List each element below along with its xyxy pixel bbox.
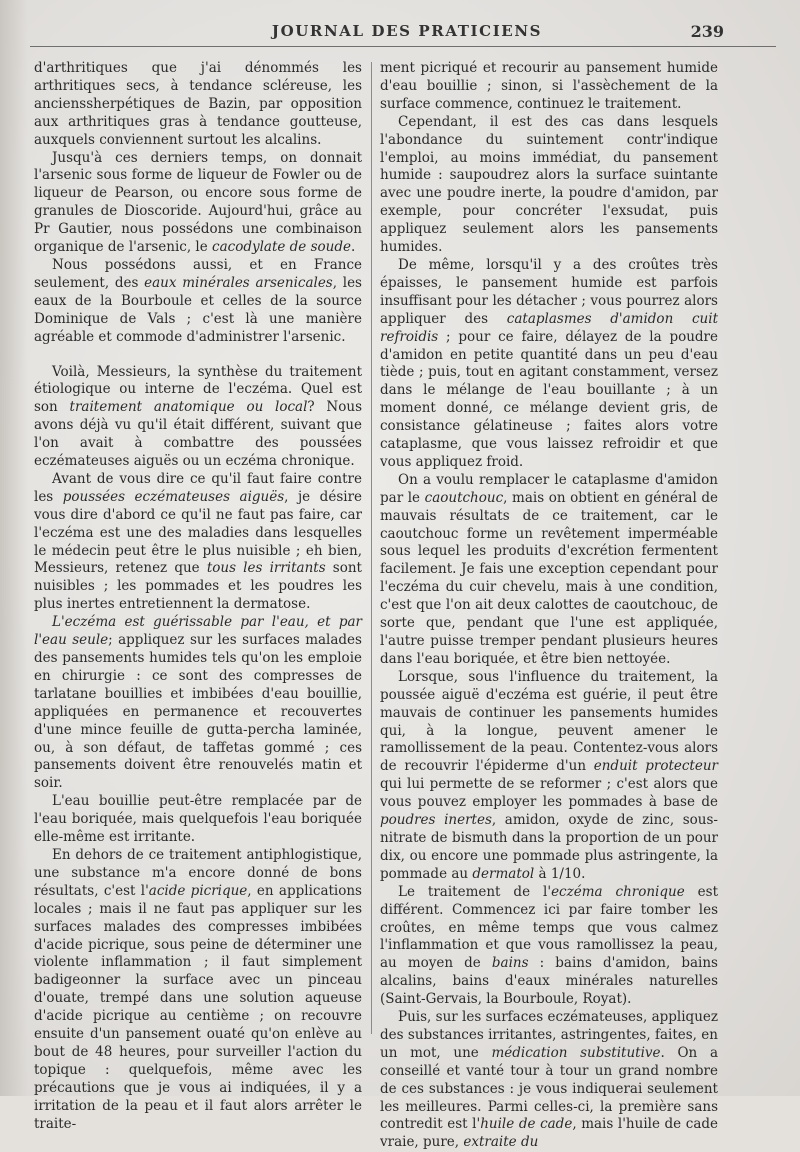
italic-term: acide picrique xyxy=(148,882,248,899)
page-number: 239 xyxy=(690,22,724,41)
italic-term: tous les irritants xyxy=(206,560,326,577)
italic-term: extraite du xyxy=(463,1134,539,1151)
paragraph-p2 xyxy=(34,150,362,257)
paragraph-p10 xyxy=(380,114,718,257)
paragraph-text: Cependant, il est des cas dans lesquels l'abondance du suintement contr'indique l'emploi, au moins immédiat, du pansement humide : saupoudrez alors la surface suintante avec une poudre inerte, la poudre d'amidon, par exemple, pour concréter l'exsudat, puis appliquez seulement alors les pansements humides. xyxy=(380,113,718,256)
paragraph-text: Jusqu'à ces derniers temps, on donnait l'arsenic sous forme de liqueur de Fowler ou de liqueur de Pearson, ou encore sous forme de granules de Dioscoride. Aujourd'hui, grâce au Pr Gautier, nous possédons une combinaison organique de l'arsenic, le xyxy=(34,149,362,256)
paragraph-text: sont nuisibles ; les pommades et les poudres les plus inertes entretiennent la dermatose. xyxy=(34,560,362,613)
italic-term: huile de cade xyxy=(480,1116,573,1133)
paragraph-text: Avant de vous dire ce qu'il faut faire contre les xyxy=(34,470,362,505)
paragraph-text: ment picriqué et recourir au pansement humide d'eau bouillie ; sinon, si l'assèchement de la surface commence, continuez le traitement. xyxy=(380,60,718,112)
italic-term: poudres inertes xyxy=(380,812,492,829)
paragraph-text: Puis, sur les surfaces eczémateuses, appliquez des substances irritantes, astringentes, faites, en un mot, une xyxy=(380,1009,718,1061)
paragraph-p4 xyxy=(34,364,362,471)
left-text-column xyxy=(34,60,362,1133)
italic-term: bains xyxy=(491,955,529,972)
italic-term: caoutchouc xyxy=(424,489,504,506)
paragraph-text: , mais l'huile de cade vraie, pure, xyxy=(380,1116,719,1151)
paragraph-text: qui lui permette de se reformer ; c'est alors que vous pouvez employer les pommades à base de xyxy=(380,776,718,811)
paragraph-p15 xyxy=(380,1009,718,1152)
right-text-column xyxy=(380,60,718,1152)
paragraph-text: d'arthritiques que j'ai dénommés les arthritiques secs, à tendance scléreuse, les ancienssherpétiques de Bazin, par opposition aux arthritiques gras à tendance goutteuse, auxquels conviennent surtout les alcalins. xyxy=(34,60,362,148)
paragraph-p12 xyxy=(380,472,718,669)
paragraph-text: , les eaux de la Bourboule et celles de la source Dominique de Vals ; c'est là une manière agréable et commode d'administrer l'arsenic. xyxy=(34,274,362,345)
italic-term: médication substitutive xyxy=(491,1044,661,1061)
paragraph-text: En dehors de ce traitement antiphlogistique, une substance m'a encore donné de bons résultats, c'est l' xyxy=(34,846,362,899)
paragraph-text: ; pour ce faire, délayez de la poudre d'amidon en petite quantité dans un peu d'eau tiède ; puis, tout en agitant constamment, versez dans le mélange de l'eau bouillante ; à un moment donné, ce mélange devient gris, de consistance gélatineuse ; faites alors votre cataplasme, que vous laissez refroidir et que vous appliquez froid. xyxy=(380,328,718,470)
italic-term: traitement anatomique ou local xyxy=(69,399,308,416)
paragraph-text: ? Nous avons déjà vu qu'il était différent, suivant que l'on avait à combattre des poussées eczémateuses aiguës ou un eczéma chronique. xyxy=(34,399,362,470)
paragraph-text: L'eau bouillie peut-être remplacée par de l'eau boriquée, mais quelquefois l'eau boriquée elle-même est irritante. xyxy=(34,793,362,846)
paragraph-p6 xyxy=(34,614,362,793)
running-title: JOURNAL DES PRATICIENS xyxy=(271,22,543,40)
header-rule xyxy=(30,46,776,47)
italic-term: dermatol xyxy=(472,865,535,882)
column-divider xyxy=(371,62,372,1034)
italic-term: L'eczéma est guérissable par l'eau, et par l'eau seule xyxy=(34,614,362,649)
binding-gutter-shadow xyxy=(0,0,28,1096)
paragraph-text: De même, lorsqu'il y a des croûtes très épaisses, le pansement humide est parfois insuffisant pour les détacher ; vous pourrez alors appliquer des xyxy=(380,256,718,327)
paragraph-text: , amidon, oxyde de zinc, sous-nitrate de bismuth dans la proportion de un pour dix, ou encore une pommade plus astringente, la pommade au xyxy=(380,812,718,882)
italic-term: cataplasmes d'amidon cuit refroidis xyxy=(380,310,718,345)
paragraph-text: : bains d'amidon, bains alcalins, bains d'eaux minérales naturelles (Saint-Gervais, la Bourboule, Royat). xyxy=(380,955,718,1008)
italic-term: enduit protecteur xyxy=(593,758,718,775)
paragraph-p14 xyxy=(380,884,718,1009)
paragraph-text: Le traitement de l' xyxy=(398,883,552,900)
paragraph-text: . xyxy=(350,239,356,256)
italic-term: poussées eczémateuses aiguës xyxy=(62,488,285,505)
paragraph-text: à 1/10. xyxy=(534,865,586,882)
paragraph-p11 xyxy=(380,257,718,472)
paragraph-text: Voilà, Messieurs, la synthèse du traitement étiologique ou interne de l'eczéma. Quel est son xyxy=(34,363,362,416)
paragraph-text: ; appliquez sur les surfaces malades des pansements humides tels qu'on les emploie en chirurgie : ce sont des compresses de tarlatane bouillies et imbibées d'eau bouillie, appliquées en permanence et recouvertes d'une mince feuille de gutta-percha laminée, ou, à son défaut, de taffetas gommé ; ces pansements doivent être renouvelés matin et soir. xyxy=(34,632,362,792)
paragraph-text: , mais on obtient en général de mauvais résultats de ce traitement, car le caoutchouc forme un revêtement imperméable sous lequel les produits d'excrétion fermentent facilement. Je fais une exception cependant pour l'eczéma du cuir chevelu, mais à une condition, c'est que l'on ait deux calottes de caoutchouc, de sorte que, pendant que l'une est appliquée, l'autre puisse tremper pendant plusieurs heures dans l'eau boriquée, et être bien nettoyée. xyxy=(380,489,718,667)
paragraph-text: On a voulu remplacer le cataplasme d'amidon par le xyxy=(380,471,718,506)
page-header xyxy=(28,22,786,44)
paragraph-text: . On a conseillé et vanté tour à tour un grand nombre de ces substances : je vous indiquerai seulement les meilleures. Parmi celles-ci, la première sans contredit est l' xyxy=(380,1044,718,1133)
paragraph-p1 xyxy=(34,60,362,150)
paragraph-p13 xyxy=(380,669,718,884)
italic-term: eaux minérales arsenicales xyxy=(144,274,333,291)
paragraph-text: , en applications locales ; mais il ne faut pas appliquer sur les surfaces malades des compresses imbibées d'acide picrique, sous peine de déterminer une violente inflammation ; il faut simplement badigeonner la surface avec un pinceau d'ouate, trempé dans une solution aqueuse d'acide picrique au centième ; on recouvre ensuite d'un pansement ouaté qu'on enlève au bout de 48 heures, pour surveiller l'action du topique : quelquefois, même avec les précautions que je vous ai indiquées, il y a irritation de la peau et il faut alors arrêter le traite- xyxy=(34,882,362,1132)
paragraph-text: Lorsque, sous l'influence du traitement, la poussée aiguë d'eczéma est guérie, il peut être mauvais de continuer les pansements humides qui, à la longue, peuvent amener le ramollissement de la peau. Contentez-vous alors de recouvrir l'épiderme d'un xyxy=(380,668,718,775)
paragraph-p5 xyxy=(34,471,362,614)
italic-term: cacodylate de soude xyxy=(212,239,351,256)
paragraph-text: , je désire vous dire d'abord ce qu'il ne faut pas faire, car l'eczéma est une des maladies dans lesquelles le médecin peut être le plus nuisible ; eh bien, Messieurs, retenez que xyxy=(34,488,363,577)
paragraph-p9 xyxy=(380,60,718,114)
paragraph-text: Nous possédons aussi, et en France seulement, des xyxy=(34,256,362,291)
paragraph-text: est différent. Commencez ici par faire tomber les croûtes, en même temps que vous calmez l'inflammation et que vous ramollissez la peau, au moyen de xyxy=(380,883,719,972)
italic-term: eczéma chronique xyxy=(551,883,685,900)
paragraph-p7 xyxy=(34,793,362,847)
paragraph-p3 xyxy=(34,257,362,347)
paragraph-p8 xyxy=(34,847,362,1134)
